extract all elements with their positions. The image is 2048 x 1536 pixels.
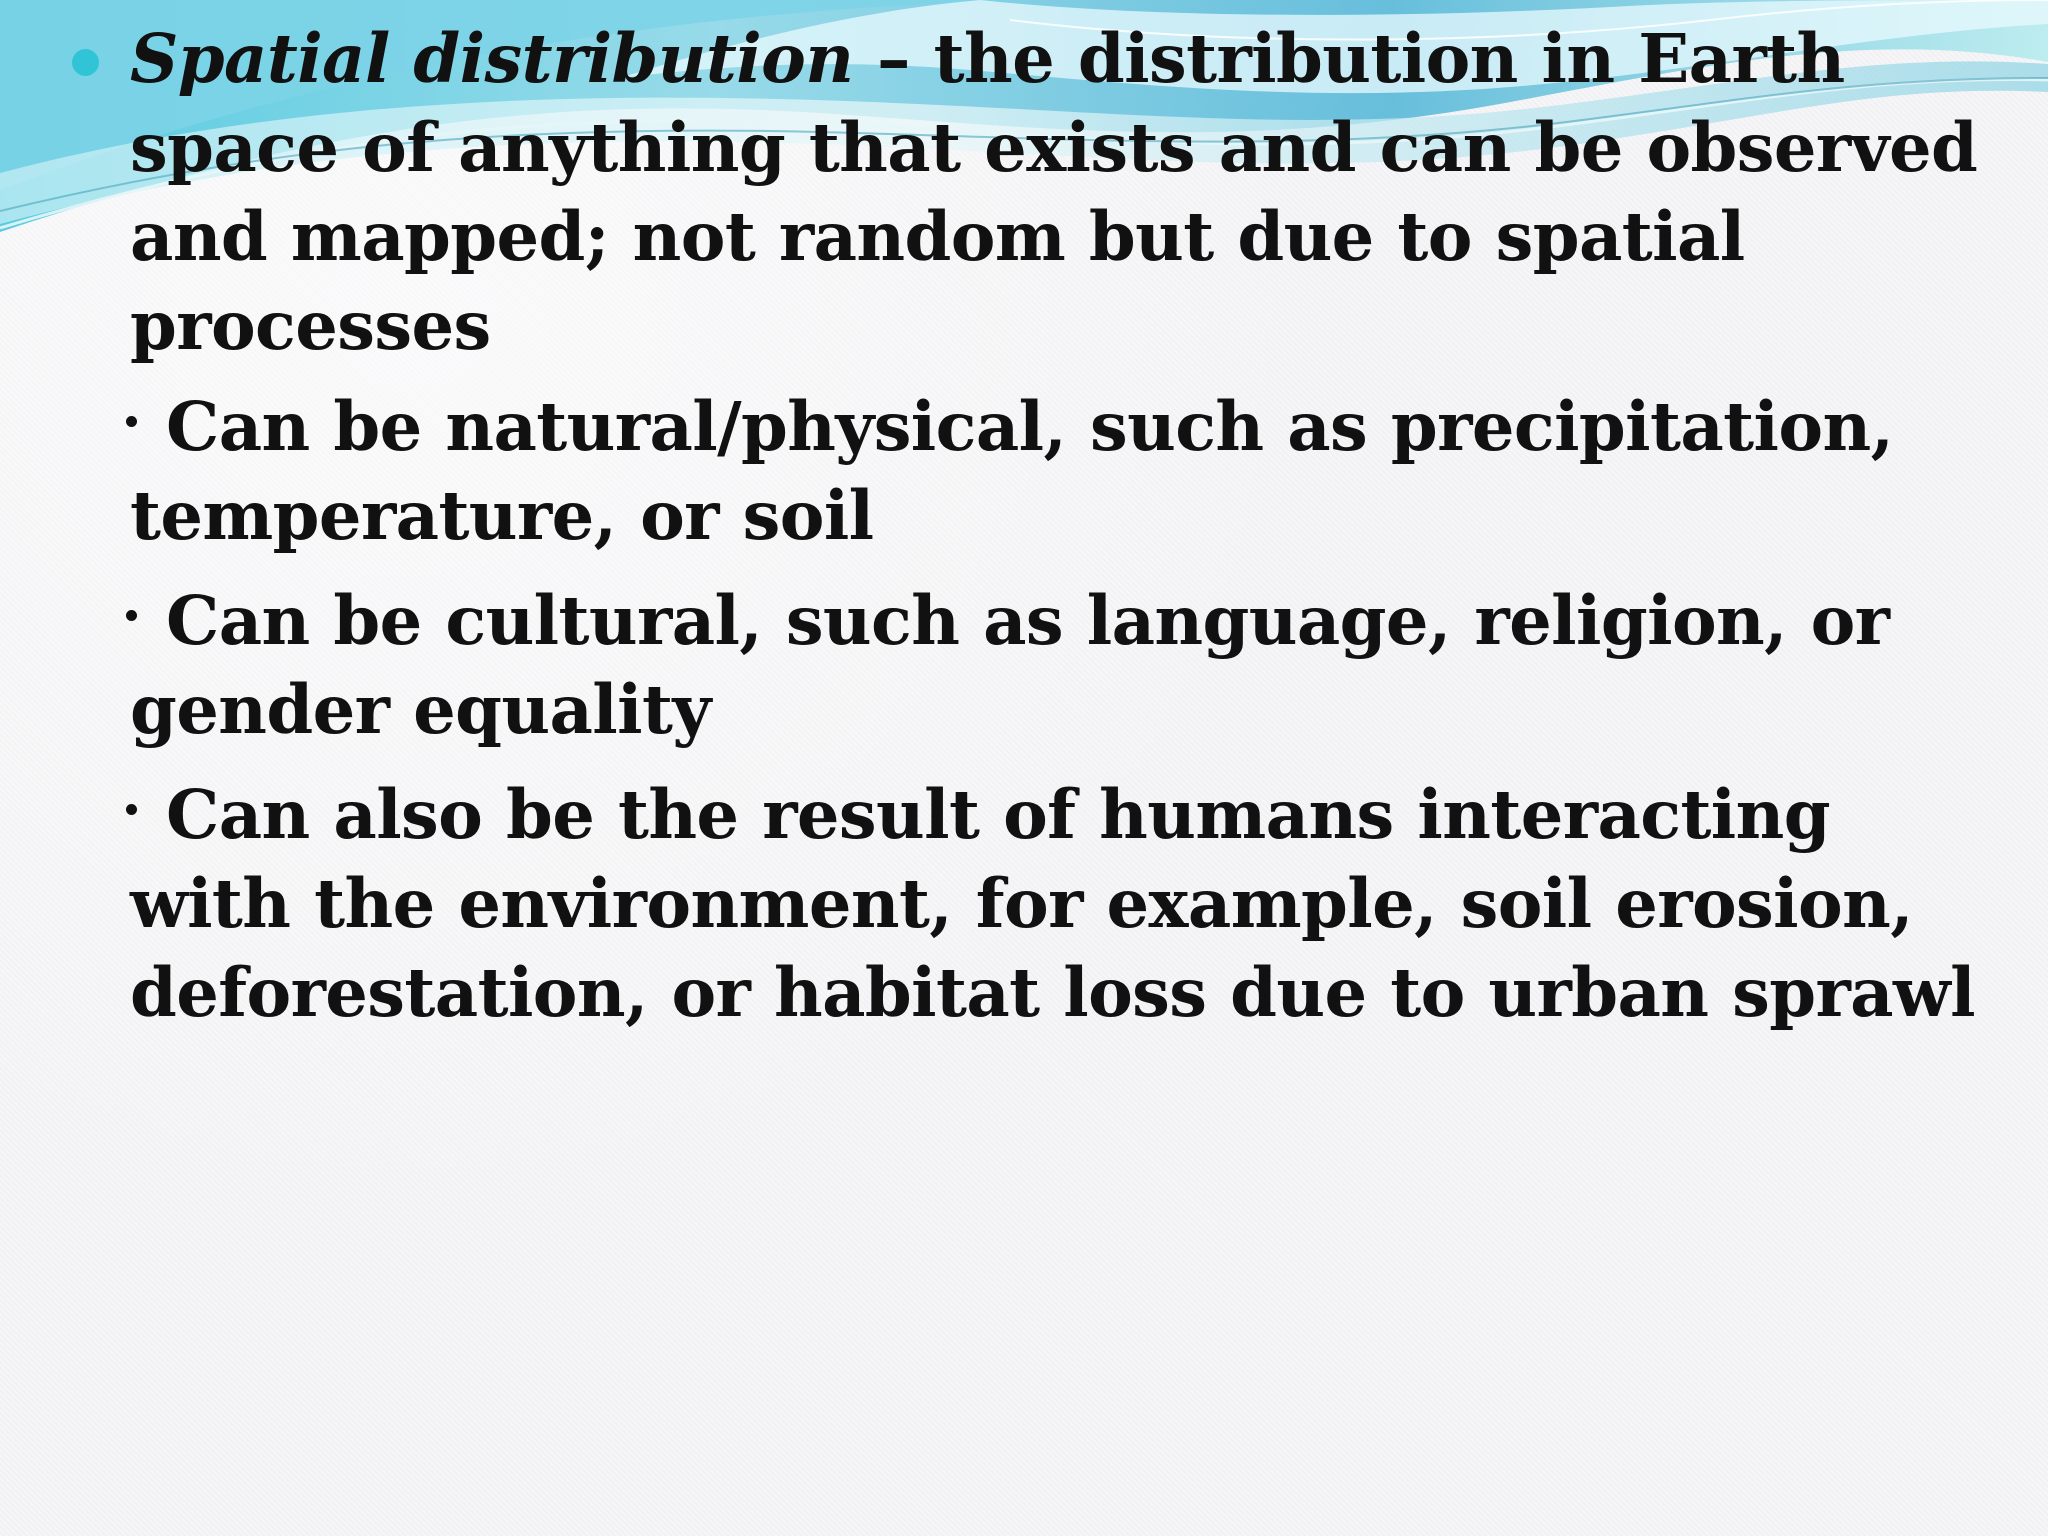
main-bullet-point (58, 14, 1988, 370)
sub-bullet-icon (126, 416, 137, 427)
spatial-distribution-term: Spatial distribution (130, 19, 854, 98)
sub-bullet-icon (126, 804, 137, 815)
sub-bullet-point-human-environment (58, 770, 1988, 1037)
sub-bullet-text: Can be natural/physical, such as precipitation, temperature, or soil (130, 387, 1894, 555)
sub-bullet-text: Can also be the result of humans interacting with the environment, for example, soil erosion, deforestation, or habitat loss due to urban sprawl (130, 775, 1975, 1032)
sub-bullet-list (58, 382, 1988, 1037)
main-bullet-icon (72, 49, 99, 76)
sub-bullet-point-cultural (58, 576, 1988, 754)
spatial-distribution-definition: – the distribution in Earth space of anything that exists and can be observed and mapped; not random but due to spatial processes (130, 19, 1978, 365)
slide-content (58, 14, 1988, 1053)
sub-bullet-icon (126, 610, 137, 621)
sub-bullet-point-natural (58, 382, 1988, 560)
sub-bullet-text: Can be cultural, such as language, religion, or gender equality (130, 581, 1890, 749)
